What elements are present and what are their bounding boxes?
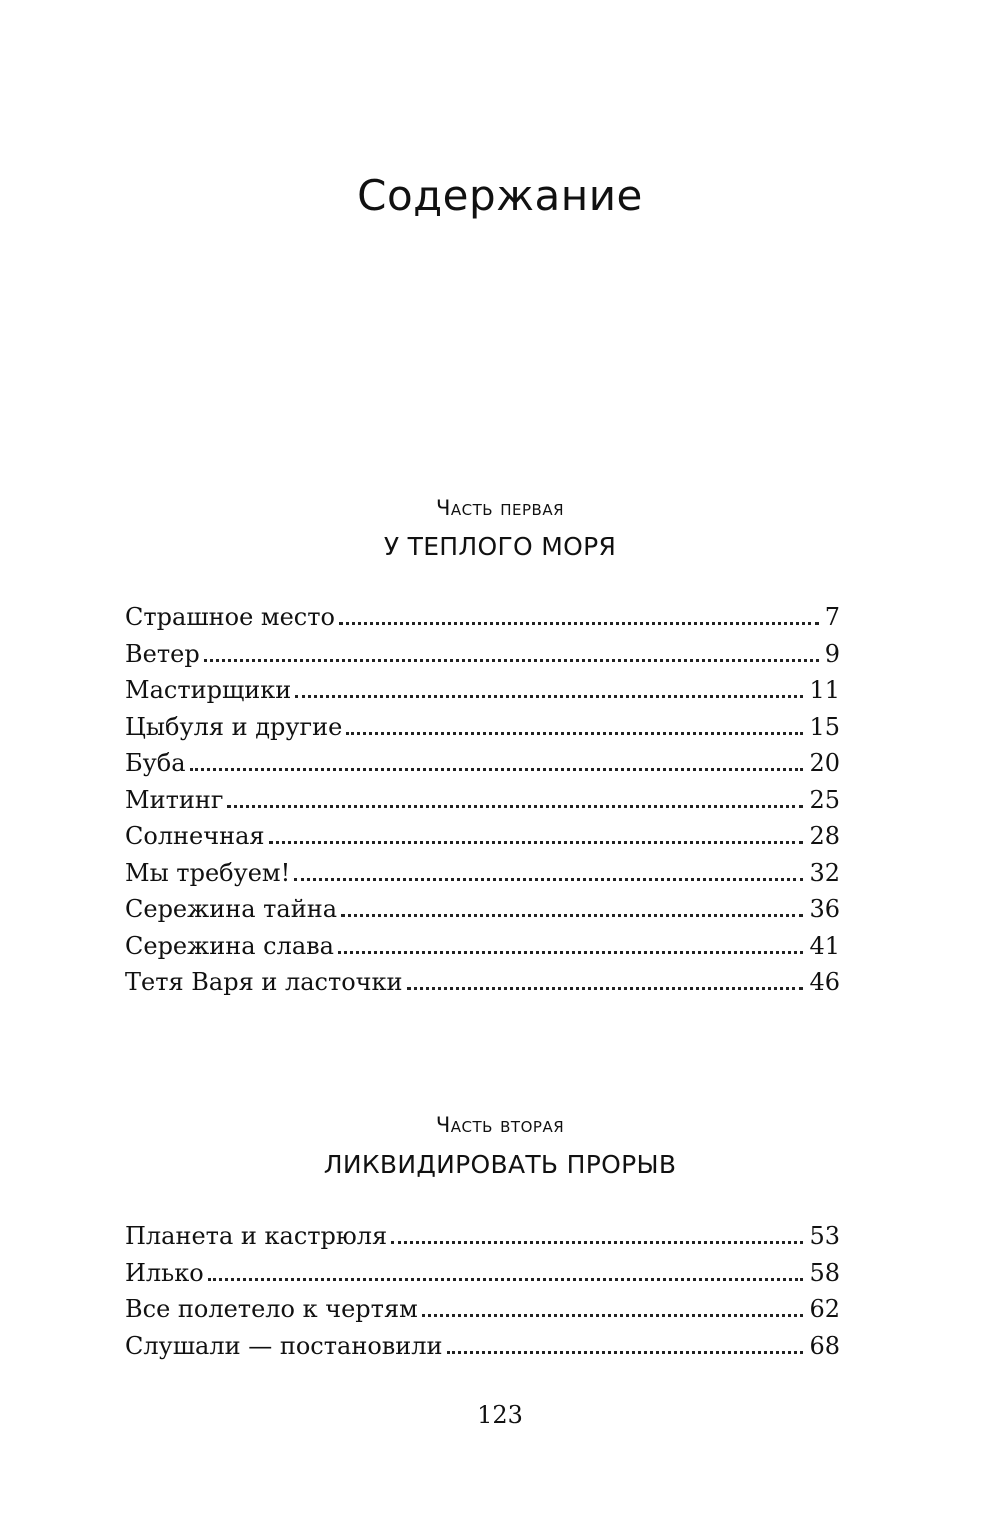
toc-entry-title: Мы требуем!: [125, 858, 291, 887]
toc-entry-page: 46: [809, 968, 840, 996]
toc-entry-title: Ветер: [125, 639, 200, 668]
toc-entry-page: 15: [809, 712, 840, 741]
page-title: Содержание: [357, 171, 643, 221]
toc-entry: [125, 1218, 840, 1255]
dot-leader: [338, 951, 803, 954]
toc-entry-title: Мастирщики: [125, 676, 292, 704]
toc-entry-page: 7: [824, 603, 840, 631]
part-two-title: ЛИКВИДИРОВАТЬ ПРОРЫВ: [323, 1150, 677, 1179]
dot-leader: [294, 878, 803, 881]
toc-entry-title: Планета и кастрюля: [125, 1222, 388, 1250]
toc-entry-title: Илько: [125, 1258, 204, 1287]
toc-entry-title: Митинг: [125, 785, 224, 814]
dot-leader: [208, 1278, 804, 1281]
toc-entry-page: 36: [809, 895, 840, 923]
dot-leader: [269, 841, 804, 844]
toc-entry: [125, 672, 840, 709]
toc-entry-title: Солнечная: [125, 822, 265, 850]
toc-entry: [125, 891, 840, 928]
dot-leader: [204, 659, 819, 662]
page-number: 123: [477, 1401, 523, 1429]
toc-entry: [125, 1328, 840, 1365]
toc-entry-page: 53: [809, 1222, 840, 1250]
toc-entry-page: 28: [809, 822, 840, 850]
toc-entry-title: Все полетело к чертям: [125, 1295, 418, 1323]
toc-entry-title: Буба: [125, 749, 186, 777]
dot-leader: [407, 987, 804, 990]
toc-entry-page: 41: [809, 931, 840, 960]
dot-leader: [391, 1241, 803, 1244]
toc-entry: [125, 1291, 840, 1328]
toc-entry: [125, 745, 840, 782]
toc-entry-page: 20: [809, 749, 840, 777]
dot-leader: [295, 695, 803, 698]
toc-entry-page: 11: [809, 676, 840, 704]
toc-entry: [125, 1255, 840, 1292]
dot-leader: [227, 805, 803, 808]
part-two-toc: [125, 1218, 840, 1364]
toc-entry-title: Цыбуля и другие: [125, 712, 343, 741]
toc-entry-title: Страшное место: [125, 603, 335, 631]
toc-entry: [125, 709, 840, 746]
part-one-toc: [125, 599, 840, 1001]
toc-entry: [125, 855, 840, 892]
part-two-label: Часть вторая: [435, 1113, 565, 1137]
toc-entry-title: Сережина слава: [125, 931, 334, 960]
toc-entry: [125, 599, 840, 636]
toc-entry: [125, 964, 840, 1001]
dot-leader: [339, 622, 819, 625]
dot-leader: [190, 768, 804, 771]
toc-entry-title: Тетя Варя и ласточки: [125, 968, 403, 996]
toc-entry-page: 9: [824, 639, 840, 668]
toc-entry: [125, 928, 840, 965]
dot-leader: [447, 1351, 804, 1354]
toc-entry-page: 62: [809, 1295, 840, 1323]
dot-leader: [422, 1314, 804, 1317]
part-one-title: У ТЕПЛОГО МОРЯ: [383, 532, 617, 561]
toc-entry: [125, 782, 840, 819]
toc-entry-page: 25: [809, 785, 840, 814]
toc-entry-title: Слушали — постановили: [125, 1331, 443, 1360]
toc-entry: [125, 636, 840, 673]
toc-entry-page: 68: [809, 1331, 840, 1360]
dot-leader: [346, 732, 803, 735]
toc-entry: [125, 818, 840, 855]
toc-entry-page: 32: [809, 858, 840, 887]
toc-entry-page: 58: [809, 1258, 840, 1287]
part-one-label: Часть первая: [435, 496, 565, 520]
toc-entry-title: Сережина тайна: [125, 895, 338, 923]
dot-leader: [341, 914, 803, 917]
